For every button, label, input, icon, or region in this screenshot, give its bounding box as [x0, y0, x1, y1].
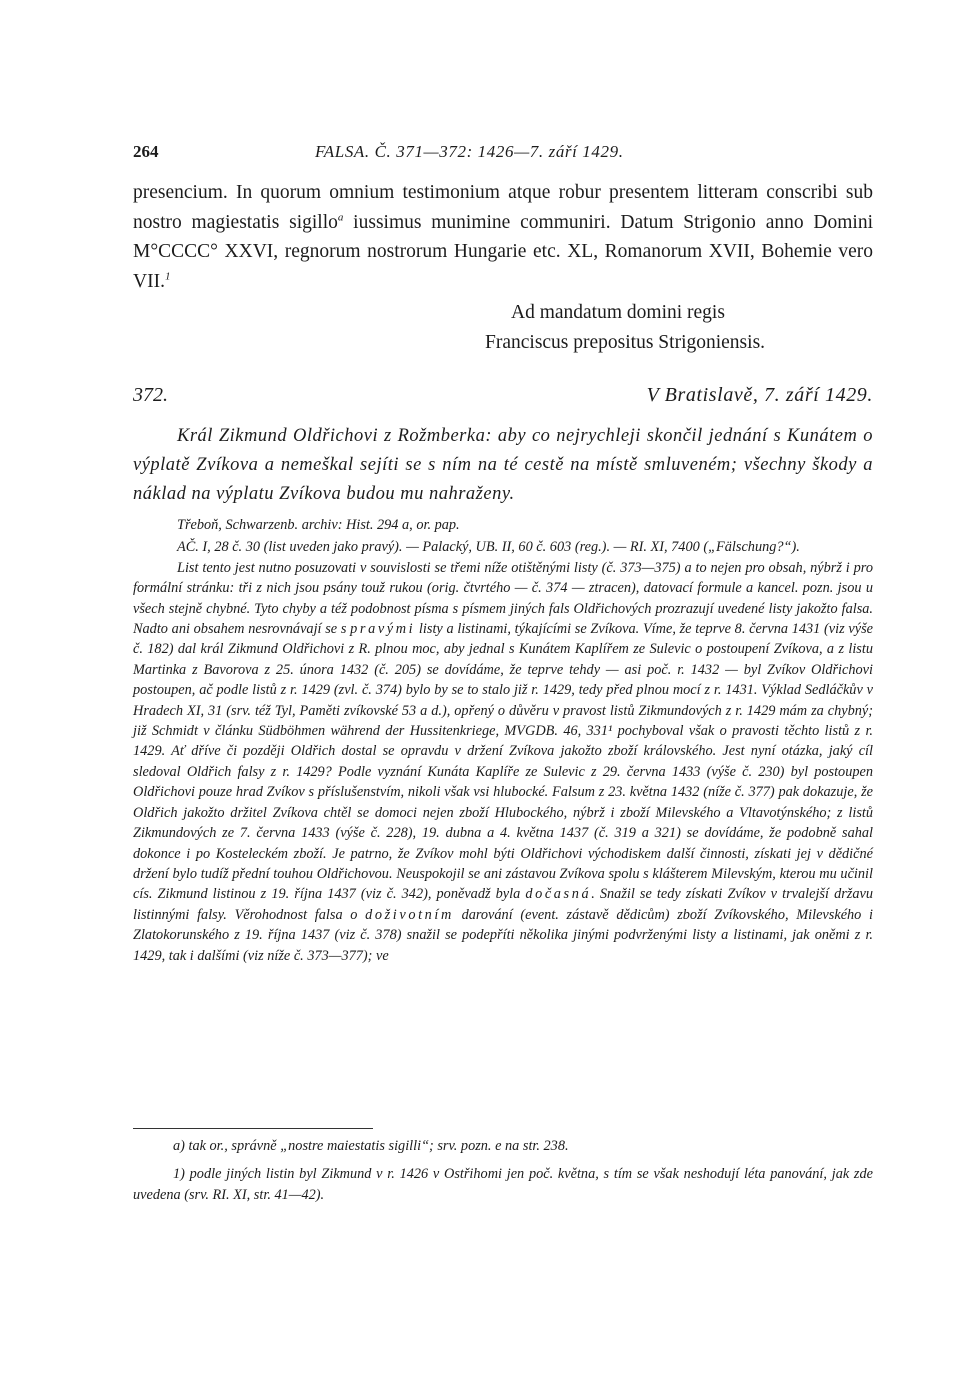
latin-paragraph [133, 178, 873, 296]
running-title: FALSA. Č. 371—372: 1426—7. září 1429. [315, 142, 624, 161]
page-number: 264 [133, 142, 159, 161]
latin-text-part-1: presencium. In quorum omnium testimonium atque robur presentem litteram conscribi sub nostro magiestatis sigillo [133, 182, 873, 233]
chancery-note-line-2: Franciscus prepositus Strigoniensis. [485, 331, 766, 353]
commentary-part-c: . Snažil se tedy získati Zvíkov v trvalejší državu listinnými falsy. Věrohodnost falsa o [133, 886, 873, 923]
entry-apparatus [133, 515, 873, 966]
spaced-word-dozivotnim: doživotním [365, 906, 454, 923]
footnote-rule [133, 1128, 373, 1129]
page [133, 0, 873, 1382]
latin-text-part-2: iussimus munimine communiri. Datum Strigonio anno Domini M°CCCC° XXVI, regnorum nostrorum Hungarie etc. XL, Romanorum XVII, Bohemie vero VII. [133, 211, 873, 292]
literature-references: AČ. I, 28 č. 30 (list uveden jako pravý). — Palacký, UB. II, 60 č. 603 (reg.). — RI. XI, 7400 („Fälschung?“). [177, 539, 800, 556]
footnote-a: a) tak or., správně „nostre maiestatis sigilli“; srv. pozn. e na str. 238. [173, 1138, 569, 1154]
footnotes [133, 1136, 873, 1213]
footnote-1: 1) podle jiných listin byl Zikmund v r. 1426 v Ostřihomi jen poč. května, s tím se však neshodují léta panování, jak zde uvedena (srv. RI. XI, str. 41—42). [133, 1166, 873, 1203]
entry-regest: Král Zikmund Oldřichovi z Rožmberka: aby co nejrychleji skončil jednání s Kunátem o výplatě Zvíkova a nemeškal sejíti se s ním na té cestě na místě smluveném; všechny škody a náklad na výplatu Zvíkova budou mu nahraženy. [133, 426, 873, 504]
entry-place-date: V Bratislavě, 7. září 1429. [646, 384, 873, 406]
note-mark-a: a [337, 211, 344, 223]
document-371-closing-text [133, 178, 873, 296]
running-head [133, 142, 873, 168]
archive-source: Třeboň, Schwarzenb. archiv: Hist. 294 a, or. pap. [177, 517, 460, 533]
chancery-note-line-1: Ad mandatum domini regis [511, 302, 725, 323]
chancery-note [485, 298, 766, 357]
spaced-word-docasna: dočasná [525, 886, 592, 903]
note-mark-1: 1 [164, 270, 171, 282]
entry-number: 372. [133, 384, 168, 406]
commentary-part-b: listy a listinami, týkajícími se Zvíkova. Víme, že teprve 8. června 1431 (viz výše č. 182) dal král Zikmund Oldřichovi z R. plnou moc, aby jednal s Kunátem Kaplířem ze Sulevic o postoupení Zvíkova, a z listu Martinka z Bavorova z 25. února 1432 (č. 205) se dovídáme, že teprve tehdy — asi poč. r. 1432 — byl Zvíkov Oldřichovi postoupen, ač podle listů z r. 1429 (zvl. č. 374) bylo by se to stalo již r. 1429, tedy před plnou mocí z r. 1431. Výklad Sedláčkův v Hradech XI, 31 (srv. též Tyl, Paměti zvíkovské 53 a d.), opřený o důvěru v pravost listů Zikmundových z r. 1429 mám za chybný; již Schmidt v článku Südböhmen während der Hussitenkriege, MVGDB. 46, 331¹ pochyboval však o pravosti těchto listů z r. 1429. Ať dříve či později Oldřich dostal se opravdu v držení Zvíkova jakožto zboží královského. Jest nyní otázka, jaký cíl sledoval Oldřich falsy z r. 1429? Podle vyznání Kunáta Kaplíře ze Sulevic z 29. června 1433 (výše č. 230) byl postoupen Oldřichovi pouze hrad Zvíkov s příslušenstvím, nikoli však vsi hlubocké. Falsum z 23. května 1432 (níže č. 377) pak dokazuje, že Oldřich jakožto držitel Zvíkova chtěl se domoci nejen zboží Hlubockého, nýbrž i zboží Milevského a Vltavotýnského; z listů Zikmundových ze 7. června 1433 (výše č. 228), 19. dubna a 4. května 1437 (č. 319 a 321) se dovídáme, že podobně sahal dokonce i po Kosteleckém zboží. Je patrno, že Zvíkov mohl býti Oldřichovi východiskem další činnosti, získati jej v dědičné držení bylo tudíž přední touhou Oldřichovou. Neuspokojil se ani zástavou Zvíkova spolu s klášterem Milevským, kterou mu učinil cís. Zikmund listinou z 19. října 1437 (viz č. 342), poněvadž byla [133, 621, 873, 903]
entry-372-heading [133, 384, 873, 414]
commentary-part-a: List tento jest nutno posuzovati v souvislosti se třemi níže otištěnými listy (č. 373—375) a to nejen pro obsah, nýbrž i pro formální stránku: tři z nich jsou psány touž rukou (orig. čtvrtého — č. 374 — ztracen), datovací formule a kancel. pozn. jsou u všech stejně chybné. Tyto chyby a též podobnost písma s písmem jiných fals Oldřichových prozrazují uvedené listy jakožto falsa. Nadto ani obsahem nesrovnávají se s [133, 559, 873, 638]
spaced-word-pravymi: pravými [350, 621, 416, 638]
editorial-commentary [133, 558, 873, 966]
commentary-part-d: darování (event. zástavě dědicům) zboží Zvíkovského, Milevského i Zlatokorunského z 19. října 1437 (viz č. 378) snažil se podepříti několika jinými podvrženými listy a listinami, jak oněmi z r. 1429, tak i dalšími (viz níže č. 373—377); ve [133, 906, 873, 964]
